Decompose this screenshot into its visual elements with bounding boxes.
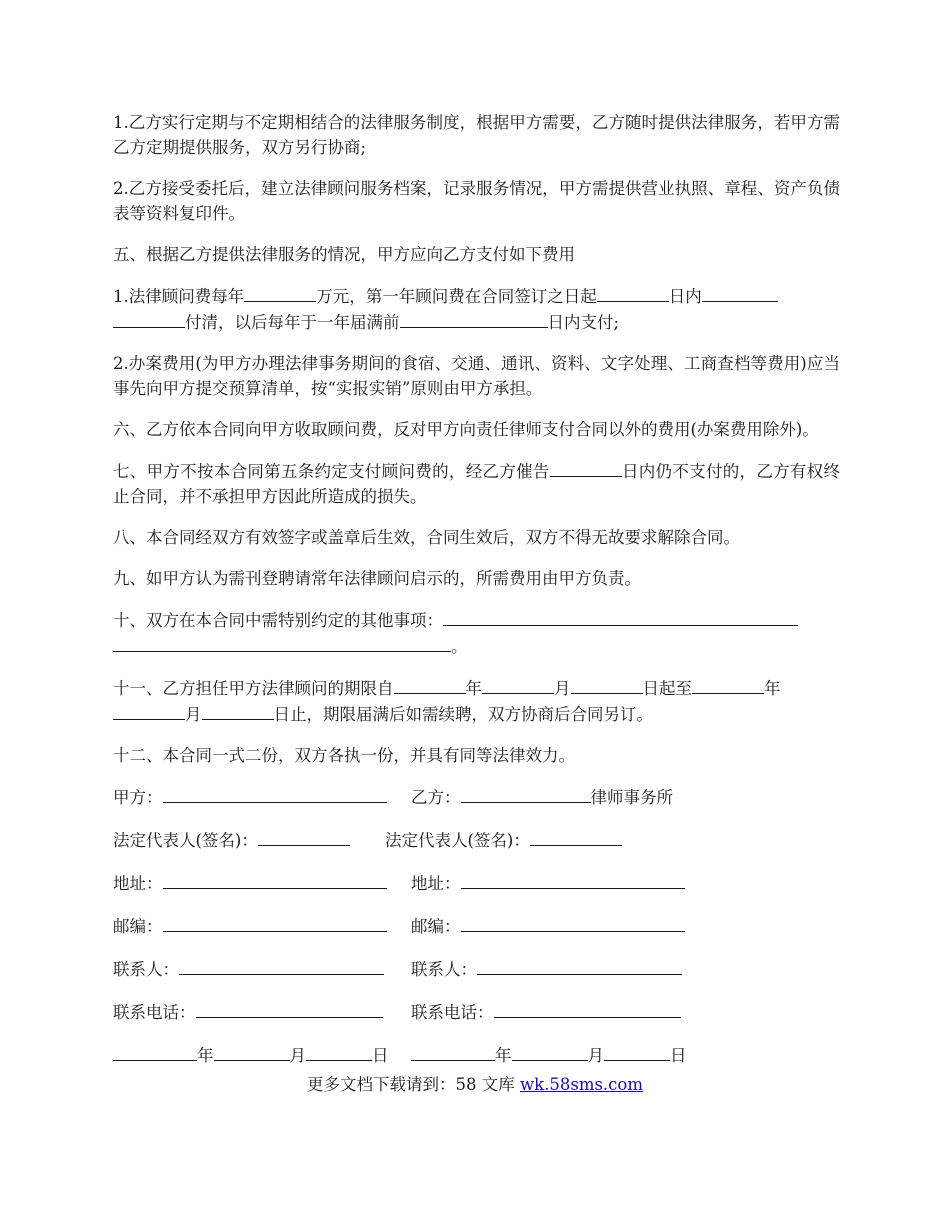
contact-b-field[interactable] bbox=[477, 956, 682, 975]
address-a-field[interactable] bbox=[163, 870, 387, 889]
footer-text: 更多文档下载请到：58 文库 bbox=[306, 1075, 520, 1094]
blank-end-month[interactable] bbox=[113, 701, 185, 720]
blank-other-matters-cont[interactable] bbox=[113, 633, 451, 652]
zip-a-field[interactable] bbox=[163, 913, 387, 932]
clause-case-expenses: 2.办案费用(为甲方办理法律事务期间的食宿、交通、通讯、资料、文字处理、工商查档等费用)应当事先向甲方提交预算清单，按“实报实销”原则由甲方承担。 bbox=[113, 354, 840, 398]
signature-contact-row: 联系人： 联系人： bbox=[113, 956, 840, 982]
signature-address-row: 地址： 地址： bbox=[113, 870, 840, 896]
footer-link[interactable]: wk.58sms.com bbox=[519, 1075, 643, 1094]
date-a-year[interactable] bbox=[113, 1042, 197, 1061]
blank-reminder-days[interactable] bbox=[550, 458, 622, 477]
party-b-field[interactable] bbox=[461, 784, 591, 803]
blank-other-matters[interactable] bbox=[443, 607, 798, 626]
clause-service-archive: 2.乙方接受委托后，建立法律顾问服务档案，记录服务情况，甲方需提供营业执照、章程、资产负债表等资料复印件。 bbox=[113, 179, 840, 223]
party-a-field[interactable] bbox=[163, 784, 387, 803]
blank-start-day[interactable] bbox=[571, 675, 643, 694]
date-a-day[interactable] bbox=[306, 1042, 372, 1061]
section-ten: 十、双方在本合同中需特别约定的其他事项： 。 bbox=[113, 607, 840, 659]
section-five-heading: 五、根据乙方提供法律服务的情况，甲方应向乙方支付如下费用 bbox=[113, 245, 575, 264]
date-a-month[interactable] bbox=[214, 1042, 290, 1061]
clause-annual-fee: 1.法律顾问费每年 万元，第一年顾问费在合同签订之日起 日内 付清，以后每年于一年届满前 日内支付; bbox=[113, 283, 840, 335]
party-a-label: 甲方： bbox=[113, 788, 163, 807]
signature-date-row: 年 月 日 年 月 日 bbox=[113, 1042, 840, 1068]
zip-b-field[interactable] bbox=[461, 913, 685, 932]
blank-payee-cont[interactable] bbox=[113, 309, 185, 328]
section-six: 六、乙方依本合同向甲方收取顾问费，反对甲方向责任律师支付合同以外的费用(办案费用除外)。 bbox=[113, 420, 819, 439]
phone-b-field[interactable] bbox=[494, 999, 681, 1018]
phone-a-field[interactable] bbox=[196, 999, 383, 1018]
blank-days-before[interactable] bbox=[400, 309, 548, 328]
contact-a-field[interactable] bbox=[179, 956, 384, 975]
law-firm-label: 律师事务所 bbox=[590, 788, 673, 807]
date-b-day[interactable] bbox=[604, 1042, 670, 1061]
blank-end-day[interactable] bbox=[202, 701, 274, 720]
blank-days[interactable] bbox=[597, 283, 669, 302]
party-b-label: 乙方： bbox=[411, 788, 461, 807]
blank-start-month[interactable] bbox=[482, 675, 554, 694]
clause-service-system: 1.乙方实行定期与不定期相结合的法律服务制度，根据甲方需要，乙方随时提供法律服务，若甲方需乙方定期提供服务，双方另行协商; bbox=[113, 113, 840, 157]
rep-b-field[interactable] bbox=[530, 827, 622, 846]
blank-end-year[interactable] bbox=[692, 675, 764, 694]
document-body bbox=[113, 110, 840, 1085]
blank-fee-amount[interactable] bbox=[244, 283, 316, 302]
date-b-year[interactable] bbox=[411, 1042, 495, 1061]
section-eight: 八、本合同经双方有效签字或盖章后生效，合同生效后，双方不得无故要求解除合同。 bbox=[113, 528, 740, 547]
section-nine: 九、如甲方认为需刊登聘请常年法律顾问启示的，所需费用由甲方负责。 bbox=[113, 569, 641, 588]
address-b-field[interactable] bbox=[461, 870, 685, 889]
blank-start-year[interactable] bbox=[394, 675, 466, 694]
date-b-month[interactable] bbox=[512, 1042, 588, 1061]
section-seven: 七、甲方不按本合同第五条约定支付顾问费的，经乙方催告 日内仍不支付的，乙方有权终止合同，并不承担甲方因此所造成的损失。 bbox=[113, 458, 840, 509]
signature-rep-row: 法定代表人(签名)： 法定代表人(签名)： bbox=[113, 827, 840, 853]
footer bbox=[0, 1072, 950, 1097]
signature-party-row bbox=[113, 784, 840, 810]
section-twelve: 十二、本合同一式二份，双方各执一份，并具有同等法律效力。 bbox=[113, 746, 575, 765]
signature-zip-row: 邮编： 邮编： bbox=[113, 913, 840, 939]
rep-a-field[interactable] bbox=[258, 827, 350, 846]
section-eleven: 十一、乙方担任甲方法律顾问的期限自 年 月 日起至 年 月 日止，期限届满后如需续聘，双方协商后合同另订。 bbox=[113, 675, 840, 727]
blank-payee[interactable] bbox=[702, 283, 778, 302]
signature-phone-row: 联系电话： 联系电话： bbox=[113, 999, 840, 1025]
